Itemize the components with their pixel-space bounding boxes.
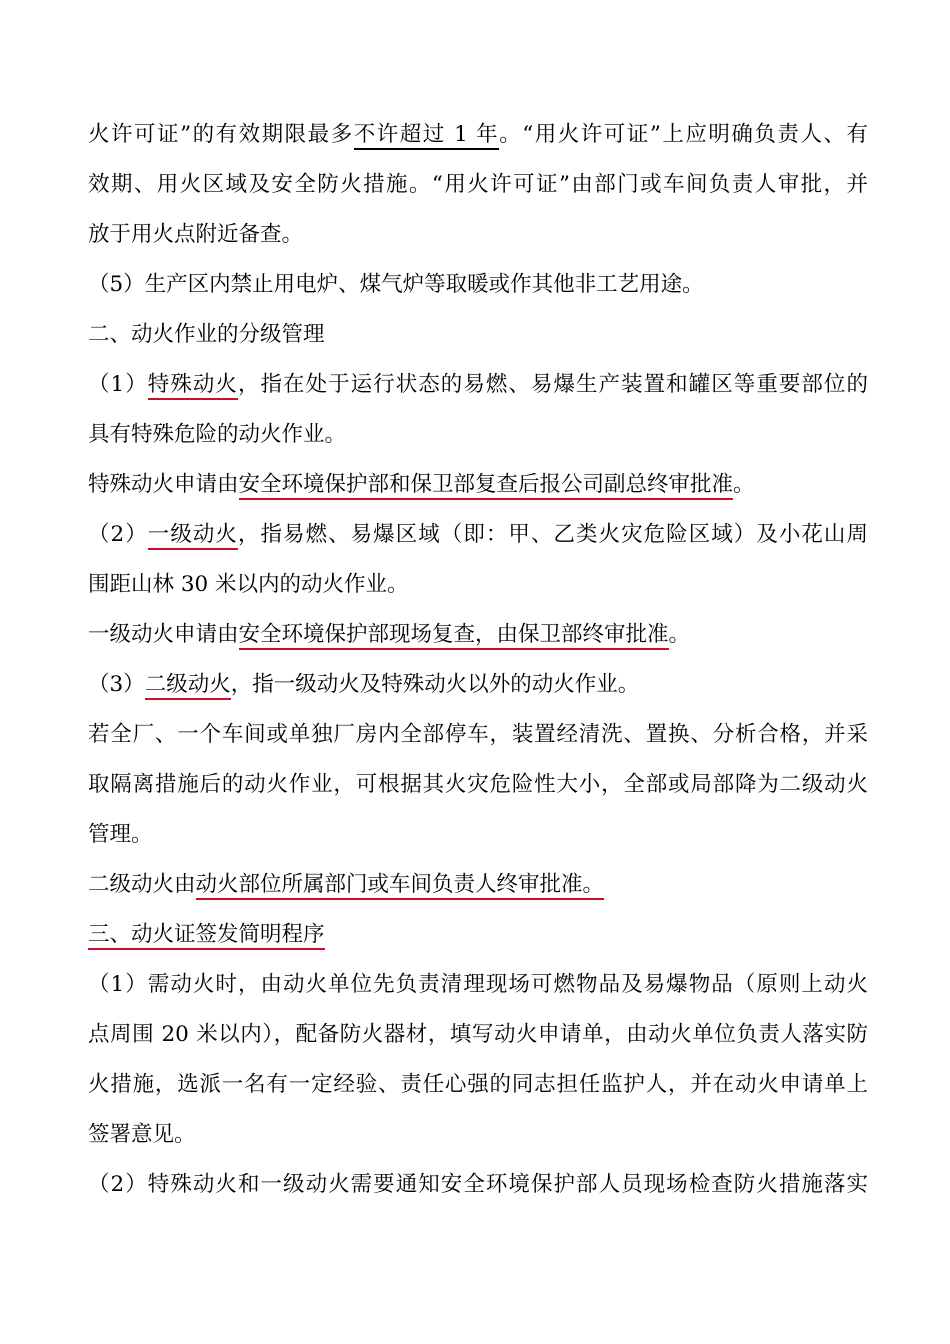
underlined-phrase: 动火部位所属部门或车间负责人终审批准。: [196, 872, 605, 900]
underlined-term: 特殊动火: [148, 372, 238, 400]
text-line: （1）需动火时，由动火单位先负责清理现场可燃物品及易爆物品（原则上动火: [88, 972, 868, 997]
text-line: （1）特殊动火，指在处于运行状态的易燃、易爆生产装置和罐区等重要部位的: [88, 370, 868, 400]
text-line: 放于用火点附近备查。: [88, 222, 304, 247]
underlined-phrase: 不许超过 1 年: [354, 122, 499, 150]
text-line: 管理。: [88, 822, 153, 847]
text-line: 火措施，选派一名有一定经验、责任心强的同志担任监护人，并在动火申请单上: [88, 1072, 868, 1097]
text-line: 特殊动火申请由安全环境保护部和保卫部复查后报公司副总终审批准。: [88, 470, 868, 500]
underlined-term: 二级动火: [145, 672, 231, 700]
text-line: 签署意见。: [88, 1122, 196, 1147]
text-line: 二级动火由动火部位所属部门或车间负责人终审批准。: [88, 870, 868, 900]
text-line: （2）一级动火，指易燃、易爆区域（即：甲、乙类火灾危险区域）及小花山周: [88, 520, 868, 550]
underlined-heading: 三、动火证签发简明程序: [88, 922, 325, 950]
text-line: 一级动火申请由安全环境保护部现场复查，由保卫部终审批准。: [88, 620, 868, 650]
text-line: （3）二级动火，指一级动火及特殊动火以外的动火作业。: [88, 670, 868, 700]
text-line: （2）特殊动火和一级动火需要通知安全环境保护部人员现场检查防火措施落实: [88, 1172, 868, 1197]
text-line: 火许可证”的有效期限最多不许超过 1 年。“用火许可证”上应明确负责人、有: [88, 120, 868, 150]
text-line: 取隔离措施后的动火作业，可根据其火灾危险性大小，全部或局部降为二级动火: [88, 772, 868, 797]
section-heading: [88, 920, 868, 950]
text-line: 若全厂、一个车间或单独厂房内全部停车，装置经清洗、置换、分析合格，并采: [88, 722, 868, 747]
text-line: 具有特殊危险的动火作业。: [88, 422, 347, 447]
underlined-term: 一级动火: [148, 522, 238, 550]
text-line: 围距山林 30 米以内的动火作业。: [88, 572, 409, 597]
text-line: （5）生产区内禁止用电炉、煤气炉等取暖或作其他非工艺用途。: [88, 272, 704, 297]
underlined-phrase: 安全环境保护部和保卫部复查后报公司副总终审批准: [239, 472, 734, 500]
text-line: 效期、用火区域及安全防火措施。“用火许可证”由部门或车间负责人审批，并: [88, 172, 868, 197]
text-line: 点周围 20 米以内），配备防火器材，填写动火申请单，由动火单位负责人落实防: [88, 1022, 868, 1047]
section-heading: 二、动火作业的分级管理: [88, 322, 325, 347]
underlined-phrase: 安全环境保护部现场复查，由保卫部终审批准: [239, 622, 669, 650]
